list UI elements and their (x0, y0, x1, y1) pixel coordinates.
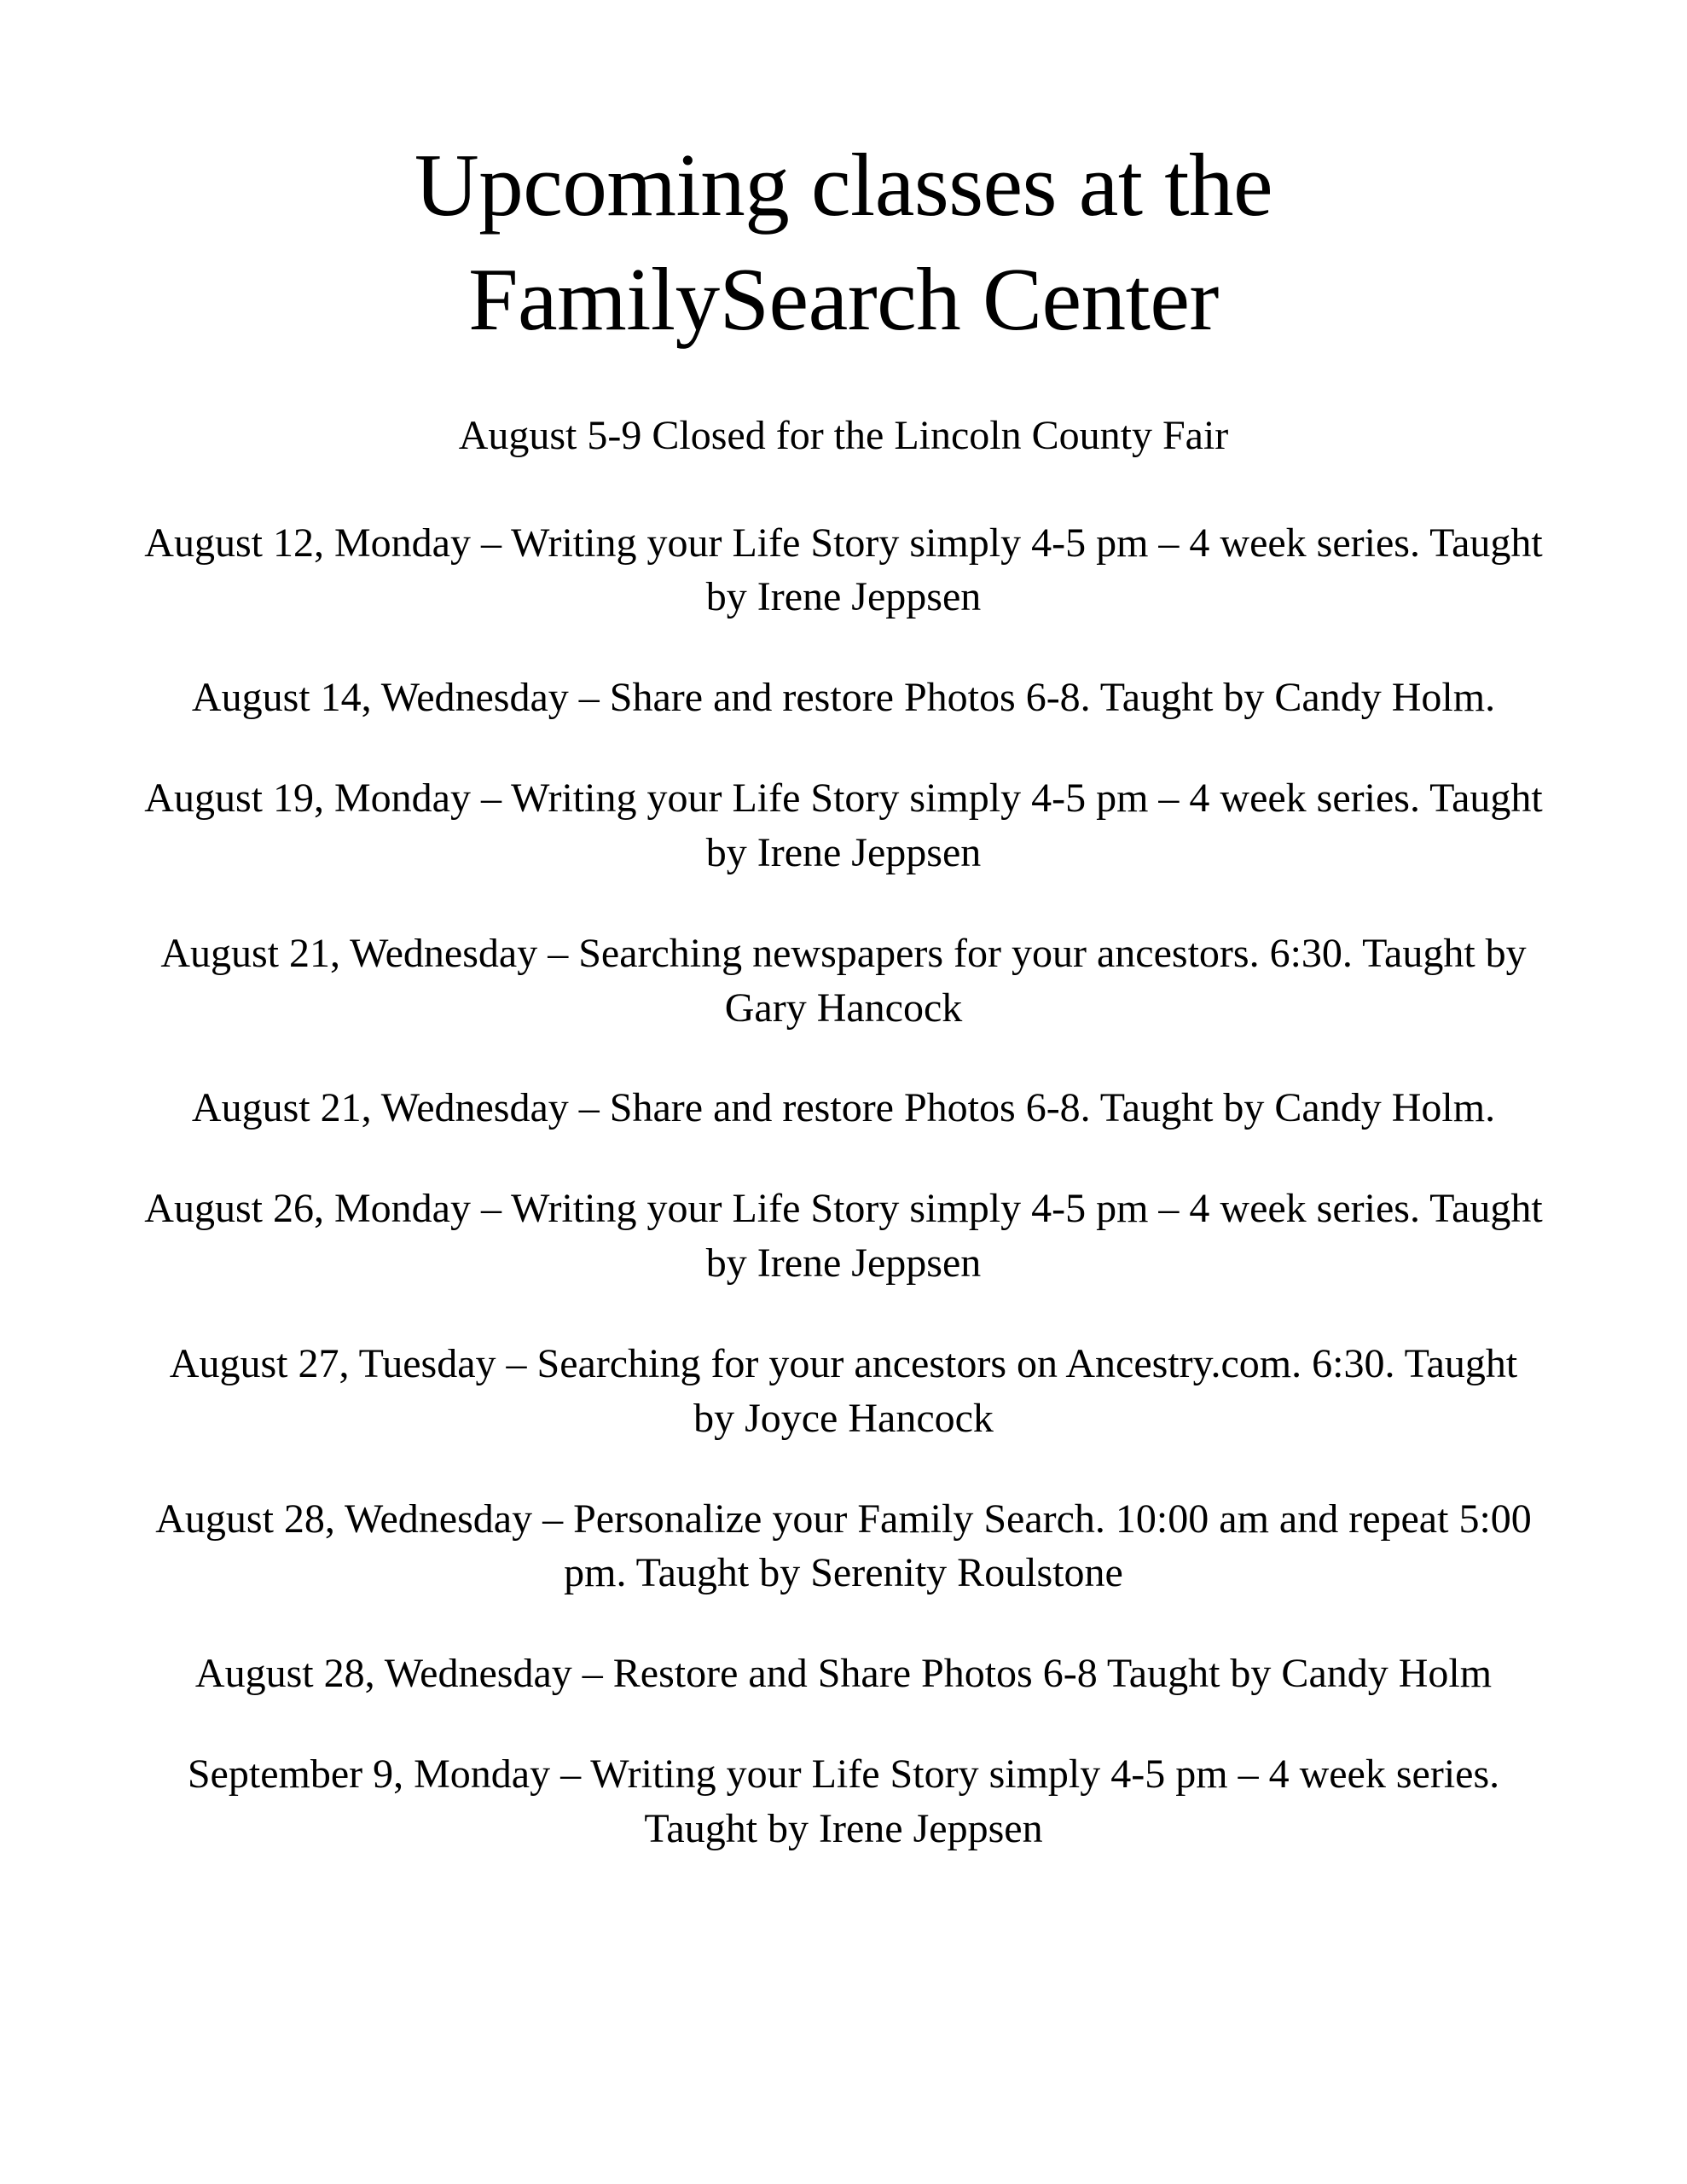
list-item: September 9, Monday – Writing your Life Story simply 4-5 pm – 4 week series. Taught by Irene Jeppsen (187, 1751, 1500, 1851)
list-item: August 19, Monday – Writing your Life Story simply 4-5 pm – 4 week series. Taught by Irene Jeppsen (144, 775, 1543, 875)
page-title-line-2: FamilySearch Center (468, 249, 1219, 350)
list-item: August 28, Wednesday – Personalize your Family Search. 10:00 am and repeat 5:00 pm. Taught by Serenity Roulstone (155, 1496, 1532, 1596)
page-title (111, 128, 1576, 357)
list-item: August 14, Wednesday – Share and restore Photos 6-8. Taught by Candy Holm. (191, 675, 1496, 721)
list-item: August 21, Wednesday – Searching newspapers for your ancestors. 6:30. Taught by Gary Hancock (160, 930, 1527, 1031)
list-item: August 21, Wednesday – Share and restore Photos 6-8. Taught by Candy Holm. (191, 1085, 1496, 1131)
list-item: August 28, Wednesday – Restore and Share Photos 6-8 Taught by Candy Holm (194, 1651, 1493, 1697)
page-title-line-1: Upcoming classes at the (414, 135, 1273, 235)
list-item: August 5-9 Closed for the Lincoln County Fair (458, 412, 1229, 458)
list-item: August 12, Monday – Writing your Life Story simply 4-5 pm – 4 week series. Taught by Irene Jeppsen (144, 520, 1543, 620)
class-schedule-list (144, 409, 1543, 1856)
list-item: August 26, Monday – Writing your Life Story simply 4-5 pm – 4 week series. Taught by Irene Jeppsen (144, 1186, 1543, 1287)
list-item: August 27, Tuesday – Searching for your ancestors on Ancestry.com. 6:30. Taught by Joyce Hancock (169, 1340, 1518, 1441)
